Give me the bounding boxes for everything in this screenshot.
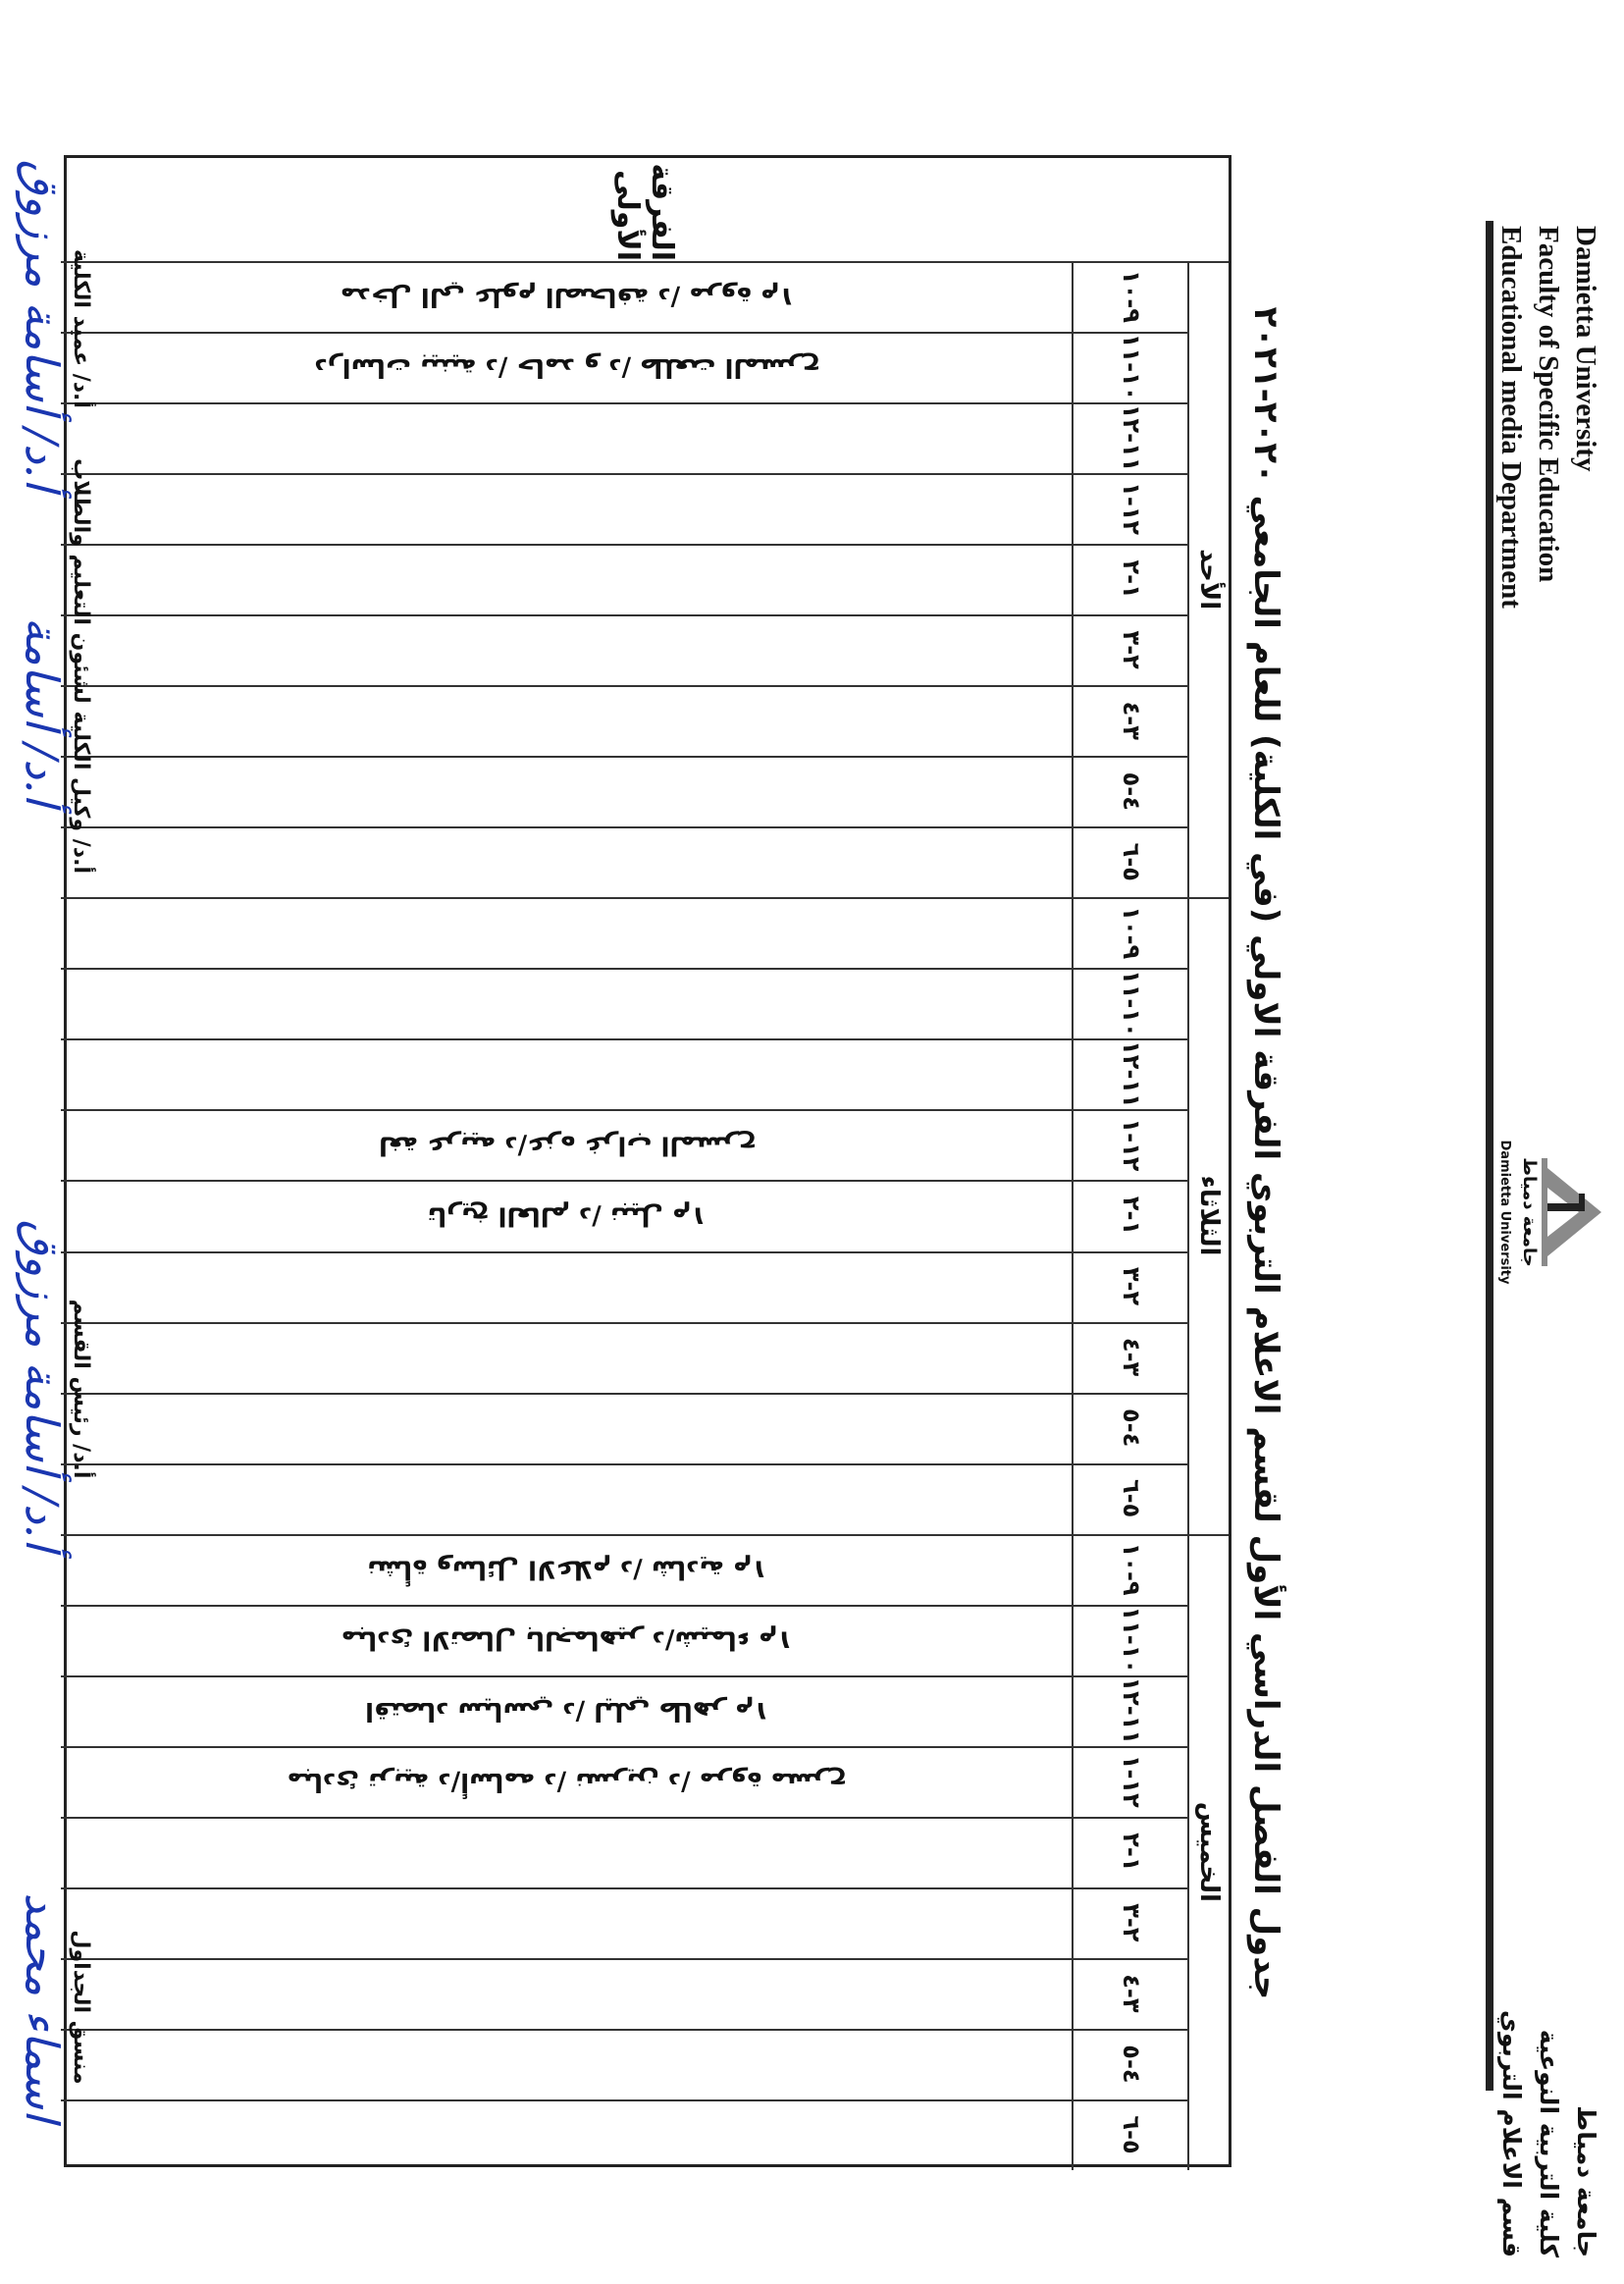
empty-course-cell bbox=[61, 756, 1074, 826]
empty-course-cell bbox=[61, 473, 1074, 544]
empty-course-cell bbox=[61, 685, 1074, 756]
time-slot: ١٢-١ bbox=[1118, 1118, 1145, 1172]
handwritten-signature: أ.د/ أسامة مرزوق bbox=[16, 1219, 69, 1551]
university-name-en: Damietta University bbox=[1570, 226, 1601, 472]
empty-course-cell bbox=[61, 2099, 1074, 2170]
time-slot: ١-٢ bbox=[1118, 1195, 1145, 1236]
empty-course-cell bbox=[61, 1817, 1074, 1887]
time-slot: ١-٢ bbox=[1118, 1833, 1145, 1872]
empty-course-cell bbox=[61, 1958, 1074, 2029]
time-slot: ٤-٥ bbox=[1118, 2045, 1145, 2084]
header-english bbox=[1493, 226, 1604, 687]
signature-title: أ.د/ وكيل الكلية لشئون التعليم والطلاب bbox=[69, 458, 93, 874]
time-slot: ٣-٤ bbox=[1118, 701, 1145, 740]
empty-course-cell bbox=[61, 897, 1074, 968]
course-cell: دراسات بينية د/ حامد و د/ طلعت المسرح bbox=[314, 352, 820, 383]
empty-course-cell bbox=[61, 1322, 1074, 1393]
faculty-name-en: Faculty of Specific Education bbox=[1533, 226, 1564, 583]
empty-course-cell bbox=[61, 402, 1074, 473]
department-name-ar: قسم الاعلام التربوي bbox=[1497, 2009, 1526, 2257]
course-cell: لغة عربيه د/عزه غراب المسرح bbox=[378, 1130, 757, 1160]
handwritten-signature: اسماء محمد bbox=[16, 1892, 69, 2122]
logo-emblem-icon bbox=[1538, 1139, 1606, 1286]
time-slot: ١١-١٢ bbox=[1118, 1040, 1145, 1108]
empty-course-cell bbox=[61, 544, 1074, 614]
course-cell: مبادئ الاتصال بالجماهير د/شيماء م١ bbox=[341, 1624, 794, 1655]
signature-title: أ.د/ عميد الكلية bbox=[69, 249, 93, 408]
course-cell: تاريخ العالم د/ نبيل م١ bbox=[427, 1200, 707, 1231]
time-slot: ١٠-١١ bbox=[1118, 333, 1145, 401]
time-slot: ١٠-١١ bbox=[1118, 1606, 1145, 1673]
signature-block bbox=[5, 458, 93, 874]
signature-block bbox=[5, 1845, 93, 2169]
signature-title: منسق الجداول bbox=[69, 1930, 93, 2085]
empty-course-cell bbox=[61, 1393, 1074, 1463]
handwritten-signature: أ.د/ أسامة bbox=[16, 616, 69, 807]
empty-course-cell bbox=[61, 614, 1074, 685]
time-slot: ١٠-١١ bbox=[1118, 970, 1145, 1037]
day-header: الأحد bbox=[1194, 549, 1224, 611]
time-slot: ٣-٤ bbox=[1118, 1337, 1145, 1377]
day-header: الخميس bbox=[1194, 1801, 1224, 1902]
time-slot: ٩-١٠ bbox=[1118, 1542, 1145, 1596]
course-cell: نشأة وسائل الاعلام د/ شادية م١ bbox=[367, 1554, 767, 1584]
empty-course-cell bbox=[61, 1038, 1074, 1109]
time-slot: ١٢-١ bbox=[1118, 482, 1145, 536]
faculty-name-ar: كلية التربية النوعية bbox=[1535, 2029, 1563, 2257]
handwritten-signature: أ.د/ أسامة مرزوق bbox=[16, 159, 69, 491]
time-slot: ٢-٣ bbox=[1118, 630, 1145, 669]
empty-course-cell bbox=[61, 968, 1074, 1038]
logo-caption: Damietta University bbox=[1497, 1140, 1512, 1285]
time-slot: ٢-٣ bbox=[1118, 1266, 1145, 1306]
time-slot: ٥-٦ bbox=[1118, 2115, 1145, 2154]
time-slot: ٣-٤ bbox=[1118, 1974, 1145, 2013]
time-slot: ١١-١٢ bbox=[1118, 1676, 1145, 1745]
university-name-ar: جامعة دمياط bbox=[1572, 2105, 1600, 2257]
empty-course-cell bbox=[61, 2029, 1074, 2099]
time-slot: ٤-٥ bbox=[1118, 1408, 1145, 1448]
course-cell: مدخل الي علوم الصحافة د/ مروة م١ bbox=[340, 282, 795, 312]
empty-course-cell bbox=[61, 826, 1074, 897]
course-cell: اقتصاد سياسي د/ ليلي طاهر م١ bbox=[365, 1695, 769, 1726]
time-slot: ٩-١٠ bbox=[1118, 270, 1145, 323]
page-title: جدول الفصل الدراسي الأول لقسم الاعلام التربوي الفرقة الاولي (في الكلية) للعام الجامعي ٢٠٢٠-٢٠٢١ bbox=[1246, 306, 1285, 2000]
university-logo bbox=[1484, 1139, 1606, 1286]
course-cell: مبادئ تربية د/أسامه د/ نسرين د/ مروة مسرح bbox=[287, 1766, 848, 1796]
empty-course-cell bbox=[61, 1463, 1074, 1534]
signature-block bbox=[5, 1219, 93, 1551]
signature-block bbox=[5, 159, 93, 491]
time-slot: ٥-٦ bbox=[1118, 1479, 1145, 1518]
logo-arabic-text: جامعة دمياط bbox=[1519, 1157, 1540, 1267]
schedule-table bbox=[64, 155, 1231, 2167]
time-slot: ٩-١٠ bbox=[1118, 906, 1145, 960]
empty-course-cell bbox=[61, 1251, 1074, 1322]
time-slot: ١١-١٢ bbox=[1118, 403, 1145, 472]
empty-course-cell bbox=[61, 1887, 1074, 1958]
signature-title: أ.د/ رئيس القسم bbox=[69, 1299, 93, 1479]
time-slot: ١-٢ bbox=[1118, 559, 1145, 599]
header-arabic bbox=[1493, 1904, 1604, 2257]
time-slot: ٥-٦ bbox=[1118, 842, 1145, 881]
time-slot: ٤-٥ bbox=[1118, 771, 1145, 811]
time-slot: ٢-٣ bbox=[1118, 1903, 1145, 1942]
department-name-en: Educational media Department bbox=[1495, 226, 1527, 609]
day-header: الثلاثاء bbox=[1194, 1175, 1224, 1256]
group-label: الفرقة الأولى bbox=[610, 163, 679, 261]
time-slot: ١٢-١ bbox=[1118, 1754, 1145, 1808]
